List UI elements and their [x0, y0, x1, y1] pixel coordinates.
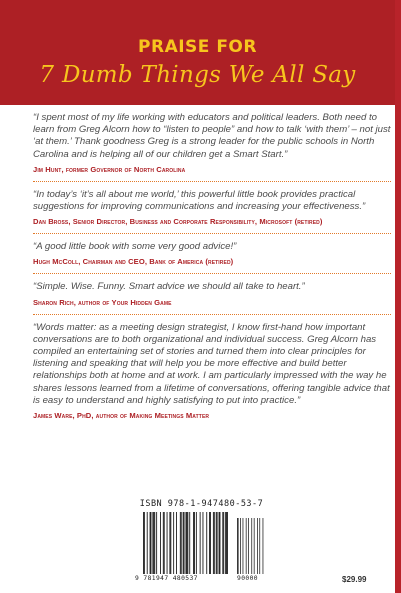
- barcode-bar: [196, 512, 197, 574]
- barcode-bar: [151, 512, 152, 574]
- barcode-bar: [210, 512, 211, 574]
- barcode-bar: [164, 512, 165, 574]
- book-title: 7 Dumb Things We All Say: [39, 62, 356, 88]
- isbn-barcode: [135, 499, 268, 587]
- barcode-bar: [248, 518, 249, 574]
- barcode-bar: [143, 512, 144, 574]
- testimonial-3: [33, 241, 391, 267]
- barcode-bar: [219, 512, 220, 574]
- testimonial-quote: “Words matter: as a meeting design strategist, I know first-hand how important conversations are to both organizational and individual success. Greg Alcorn has compiled an entertaining set of stories and turned them into clear principles for listening and speaking that will help you be more effective and build better relationships both at home and at work. I am particularly impressed with the way he shares lessons learned from a lifetime of conversations, offering tangible advice that is easy to understand and highly satisfying to put into practice.”: [33, 321, 390, 406]
- barcode-digits-addon: 90000: [237, 575, 258, 582]
- dotted-divider: [33, 181, 391, 182]
- testimonials-list: [33, 112, 391, 421]
- testimonial-quote: “In today’s ‘it’s all about me world,’ this powerful little book provides practical suggestions for improving communications and increasing your effectiveness.”: [33, 188, 366, 213]
- barcode-bar: [220, 512, 221, 574]
- barcode-bar: [238, 518, 239, 574]
- barcode-bar: [259, 518, 260, 574]
- barcode-bar: [186, 512, 187, 574]
- barcode-bar: [186, 512, 187, 574]
- barcode-bar: [152, 512, 153, 574]
- dotted-divider: [33, 273, 391, 274]
- testimonial-quote: “Simple. Wise. Funny. Smart advice we should all take to heart.”: [33, 281, 305, 293]
- barcode-bar: [184, 512, 185, 574]
- barcode-bar: [156, 512, 157, 574]
- barcode-bar: [183, 512, 184, 574]
- barcode-bar: [240, 518, 241, 574]
- barcode-bar: [170, 512, 171, 574]
- barcode-bar: [150, 512, 151, 574]
- price-label: $29.99: [342, 575, 367, 584]
- testimonial-attribution: James Ware, PhD, author of Making Meetings Matter: [33, 411, 210, 421]
- praise-label: PRAISE FOR: [138, 37, 257, 57]
- testimonial-quote: “A good little book with some very good advice!”: [33, 241, 237, 253]
- testimonial-attribution: Sharon Rich, author of Your Hidden Game: [33, 297, 172, 307]
- barcode-bar: [213, 512, 214, 574]
- barcode-bar: [181, 512, 182, 574]
- barcode-bar: [227, 512, 228, 574]
- dotted-divider: [33, 233, 391, 234]
- barcode-bar: [222, 512, 223, 574]
- barcode-bar: [144, 512, 145, 574]
- testimonial-5: [33, 322, 391, 421]
- barcode-bar: [214, 512, 215, 574]
- testimonial-quote: “I spent most of my life working with educators and political leaders. Both need to learn from Greg Alcorn how to “listen to people” and how to talk ‘with them’ – not just ‘at them.’ Thank goodness Greg is a strong leader for the public schools in North Carolina and is helping all of our children get a Smart Start.”: [33, 112, 391, 160]
- barcode-bar: [223, 512, 224, 574]
- barcode-bar: [154, 512, 155, 574]
- barcode-bar: [200, 512, 201, 574]
- barcode-bar: [167, 512, 168, 574]
- barcode-bar: [226, 512, 227, 574]
- spine-edge: [395, 0, 401, 593]
- barcode-bar: [163, 512, 164, 574]
- barcode-bar: [243, 518, 244, 574]
- barcode-bar: [237, 518, 238, 574]
- barcode-bar: [193, 512, 194, 574]
- barcode-bars: [141, 512, 268, 578]
- testimonial-2: [33, 189, 391, 227]
- testimonial-attribution: Hugh McColl, Chairman and CEO, Bank of America (retired): [33, 257, 234, 267]
- barcode-digits: [135, 575, 268, 582]
- barcode-bar: [203, 512, 204, 574]
- barcode-bar: [194, 512, 195, 574]
- barcode-bar: [206, 512, 207, 574]
- dotted-divider: [33, 314, 391, 315]
- testimonial-attribution: Dan Bross, Senior Director, Business and Corporate Responsibility, Microsoft (retired): [33, 217, 323, 227]
- barcode-bar: [173, 512, 174, 574]
- barcode-bar: [189, 512, 190, 574]
- testimonial-attribution: Jim Hunt, former Governor of North Carolina: [33, 164, 186, 174]
- barcode-bar: [180, 512, 181, 574]
- barcode-bar: [147, 512, 148, 574]
- barcode-bar: [254, 518, 255, 574]
- header-banner: [0, 0, 395, 105]
- isbn-number: ISBN 978-1-947480-53-7: [139, 499, 264, 509]
- barcode-bar: [209, 512, 210, 574]
- barcode-bar: [187, 512, 188, 574]
- testimonial-4: [33, 281, 391, 307]
- barcode-bar: [246, 518, 247, 574]
- barcode-bar: [263, 518, 264, 574]
- barcode-bar: [176, 512, 177, 574]
- barcode-digits-main: 9 781947 480537: [135, 575, 198, 582]
- barcode-bar: [216, 512, 217, 574]
- barcode-bar: [257, 518, 258, 574]
- barcode-bar: [225, 512, 226, 574]
- barcode-bar: [153, 512, 154, 574]
- testimonial-1: [33, 112, 391, 175]
- barcode-bar: [160, 512, 161, 574]
- barcode-bar: [217, 512, 218, 574]
- barcode-bar: [251, 518, 252, 574]
- barcode-bar: [169, 512, 170, 574]
